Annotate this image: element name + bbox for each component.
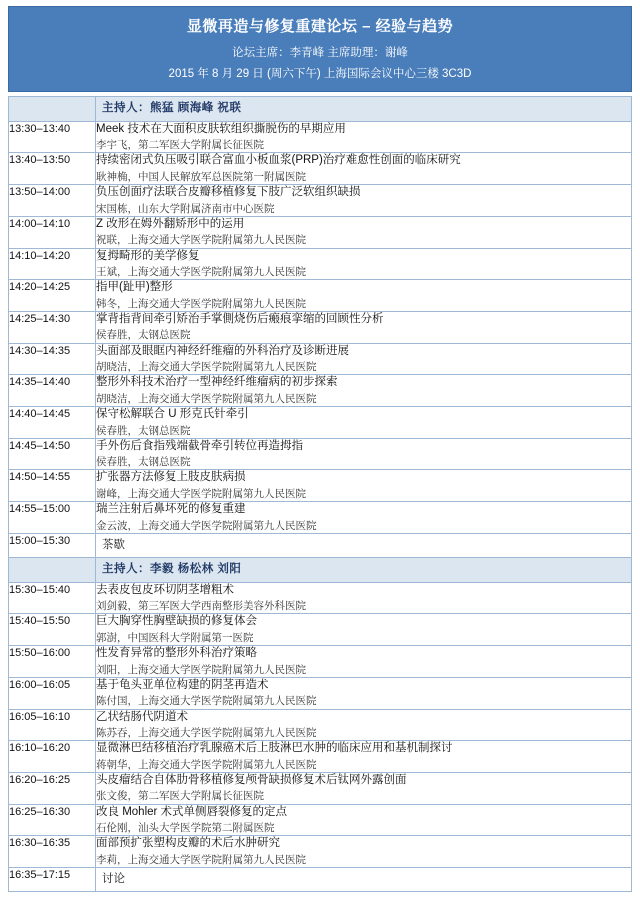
time-cell: 14:00–14:10 <box>9 216 96 248</box>
session-host-label: 主持人：熊猛 顾海峰 祝联 <box>102 102 242 115</box>
time-cell: 15:00–15:30 <box>9 533 96 558</box>
talk-speaker: 李宇飞，第二军医大学附属长征医院 <box>96 139 264 152</box>
talk-cell <box>96 216 632 248</box>
table-row <box>9 582 632 614</box>
talk-title: 复拇畸形的美学修复 <box>96 249 200 262</box>
schedule-table <box>8 96 632 892</box>
time-cell: 14:10–14:20 <box>9 248 96 280</box>
break-label: 讨论 <box>102 872 125 885</box>
time-cell: 15:40–15:50 <box>9 614 96 646</box>
talk-speaker: 陈付国，上海交通大学医学院附属第九人民医院 <box>96 695 317 708</box>
time-cell <box>9 97 96 122</box>
talk-speaker: 祝联，上海交通大学医学院附属第九人民医院 <box>96 234 306 247</box>
table-row <box>9 406 632 438</box>
table-row <box>9 438 632 470</box>
time-cell: 16:10–16:20 <box>9 741 96 773</box>
talk-cell <box>96 406 632 438</box>
talk-title: 持续密闭式负压吸引联合富血小板血浆(PRP)治疗难愈性创面的临床研究 <box>96 154 461 167</box>
table-row <box>9 646 632 678</box>
talk-cell <box>96 311 632 343</box>
time-cell: 16:25–16:30 <box>9 804 96 836</box>
talk-speaker: 侯春胜，太钢总医院 <box>96 329 191 342</box>
talk-cell <box>96 438 632 470</box>
talk-title: 去表皮包皮环切阴茎增粗术 <box>96 583 234 596</box>
table-row <box>9 153 632 185</box>
talk-speaker: 王斌，上海交通大学医学院附属第九人民医院 <box>96 266 306 279</box>
talk-speaker: 侯春胜，太钢总医院 <box>96 456 191 469</box>
talk-title: 基于龟头亚单位构建的阴茎再造术 <box>96 678 269 691</box>
talk-speaker: 刘剑毅，第三军医大学西南整形美容外科医院 <box>96 600 306 613</box>
talk-speaker: 石伦刚，汕头大学医学院第二附属医院 <box>96 822 275 835</box>
talk-cell <box>96 470 632 502</box>
time-cell: 14:25–14:30 <box>9 311 96 343</box>
talk-title: 性发育异常的整形外科治疗策略 <box>96 647 257 660</box>
session-host-row <box>9 97 632 122</box>
talk-cell <box>96 709 632 741</box>
time-cell: 14:55–15:00 <box>9 502 96 534</box>
talk-title: 保守松解联合 U 形克氏针牵引 <box>96 407 249 420</box>
break-label: 茶歇 <box>102 538 125 551</box>
talk-title: 指甲(趾甲)整形 <box>96 281 173 294</box>
talk-speaker: 韩冬，上海交通大学医学院附属第九人民医院 <box>96 297 306 310</box>
talk-cell <box>96 772 632 804</box>
session-host-label: 主持人：李毅 杨松林 刘阳 <box>102 563 242 576</box>
talk-title: Z 改形在姆外翻矫形中的运用 <box>96 217 245 230</box>
page-title: 显微再造与修复重建论坛 – 经验与趋势 <box>186 18 454 35</box>
talk-title: 瑞兰注射后鼻坏死的修复重建 <box>96 503 246 516</box>
time-cell: 14:50–14:55 <box>9 470 96 502</box>
talk-title: 负压创面疗法联合皮瓣移植修复下肢广泛软组织缺损 <box>96 186 361 199</box>
talk-speaker: 张文俊，第二军医大学附属长征医院 <box>96 790 264 803</box>
talk-cell <box>96 677 632 709</box>
break-cell <box>96 867 632 892</box>
table-row <box>9 741 632 773</box>
talk-cell <box>96 836 632 868</box>
time-cell: 16:35–17:15 <box>9 867 96 892</box>
time-cell: 13:30–13:40 <box>9 121 96 153</box>
talk-speaker: 胡晓洁，上海交通大学医学院附属第九人民医院 <box>96 392 317 405</box>
talk-title: Meek 技术在大面积皮肤软组织撕脱伤的早期应用 <box>96 122 346 135</box>
session-host-row <box>9 558 632 583</box>
table-row <box>9 311 632 343</box>
talk-cell <box>96 502 632 534</box>
talk-title: 手外伤后食指残端截骨牵引转位再造拇指 <box>96 439 303 452</box>
table-row <box>9 375 632 407</box>
talk-cell <box>96 582 632 614</box>
talk-title: 显微淋巴结移植治疗乳腺癌术后上肢淋巴水肿的临床应用和基机制探讨 <box>96 742 453 755</box>
talk-speaker: 侯春胜，太钢总医院 <box>96 424 191 437</box>
session-host-cell <box>96 558 632 583</box>
table-row <box>9 121 632 153</box>
talk-speaker: 宋国栋，山东大学附属济南市中心医院 <box>96 202 275 215</box>
time-cell: 15:30–15:40 <box>9 582 96 614</box>
program-header <box>8 6 632 92</box>
talk-title: 掌背指背间牵引矫治手掌側烧伤后瘢痕挛缩的回顾性分析 <box>96 312 384 325</box>
table-row <box>9 804 632 836</box>
table-row <box>9 709 632 741</box>
talk-speaker: 陈苏吞，上海交通大学医学院附属第九人民医院 <box>96 727 317 740</box>
time-cell: 13:50–14:00 <box>9 185 96 217</box>
time-cell: 14:40–14:45 <box>9 406 96 438</box>
talk-cell <box>96 343 632 375</box>
table-row <box>9 502 632 534</box>
table-row <box>9 280 632 312</box>
talk-speaker: 蒋朝华，上海交通大学医学院附属第九人民医院 <box>96 758 317 771</box>
table-row <box>9 772 632 804</box>
time-cell: 14:45–14:50 <box>9 438 96 470</box>
talk-cell <box>96 614 632 646</box>
table-row <box>9 836 632 868</box>
table-row <box>9 248 632 280</box>
table-row <box>9 677 632 709</box>
talk-title: 头面部及眼眶内神经纤维瘤的外科治疗及诊断进展 <box>96 344 349 357</box>
time-cell: 14:30–14:35 <box>9 343 96 375</box>
talk-speaker: 胡晓洁，上海交通大学医学院附属第九人民医院 <box>96 361 317 374</box>
talk-speaker: 金云波，上海交通大学医学院附属第九人民医院 <box>96 519 317 532</box>
table-row <box>9 533 632 558</box>
time-cell: 16:05–16:10 <box>9 709 96 741</box>
talk-title: 改良 Mohler 术式单侧唇裂修复的定点 <box>96 805 288 818</box>
time-cell: 15:50–16:00 <box>9 646 96 678</box>
talk-cell <box>96 121 632 153</box>
time-cell: 13:40–13:50 <box>9 153 96 185</box>
talk-title: 整形外科技术治疗一型神经纤维瘤病的初步探索 <box>96 376 338 389</box>
time-cell: 16:00–16:05 <box>9 677 96 709</box>
talk-title: 面部预扩张塑构皮瓣的术后水肿研究 <box>96 837 280 850</box>
talk-cell <box>96 153 632 185</box>
table-row <box>9 614 632 646</box>
table-row <box>9 185 632 217</box>
talk-speaker: 耿神桷，中国人民解放军总医院第一附属医院 <box>96 171 306 183</box>
talk-title: 扩张器方法修复上肢皮肤病损 <box>96 471 246 484</box>
talk-cell <box>96 185 632 217</box>
talk-title: 头皮瘤结合自体肋骨移植修复颅骨缺损修复术后钛网外露创面 <box>96 773 407 786</box>
talk-cell <box>96 375 632 407</box>
time-cell: 16:20–16:25 <box>9 772 96 804</box>
talk-title: 巨大胸穿性胸壁缺损的修复体会 <box>96 615 257 628</box>
talk-speaker: 郭澍，中国医科大学附属第一医院 <box>96 631 254 644</box>
table-row <box>9 343 632 375</box>
talk-title: 乙状结肠代阴道术 <box>96 710 188 723</box>
time-cell: 14:20–14:25 <box>9 280 96 312</box>
talk-speaker: 李莉，上海交通大学医学院附属第九人民医院 <box>96 853 306 866</box>
talk-cell <box>96 804 632 836</box>
time-cell: 14:35–14:40 <box>9 375 96 407</box>
table-row <box>9 216 632 248</box>
time-cell: 16:30–16:35 <box>9 836 96 868</box>
table-row <box>9 867 632 892</box>
table-row <box>9 470 632 502</box>
datetime-venue-line: 2015 年 8 月 29 日 (周六下午) 上海国际会议中心三楼 3C3D <box>168 67 472 80</box>
talk-cell <box>96 646 632 678</box>
talk-cell <box>96 280 632 312</box>
talk-cell <box>96 741 632 773</box>
talk-speaker: 刘阳，上海交通大学医学院附属第九人民医院 <box>96 663 306 676</box>
talk-cell <box>96 248 632 280</box>
time-cell <box>9 558 96 583</box>
break-cell <box>96 533 632 558</box>
talk-speaker: 谢峰，上海交通大学医学院附属第九人民医院 <box>96 487 306 500</box>
session-host-cell <box>96 97 632 122</box>
chairs-line: 论坛主席：李青峰 主席助理：谢峰 <box>232 46 408 59</box>
